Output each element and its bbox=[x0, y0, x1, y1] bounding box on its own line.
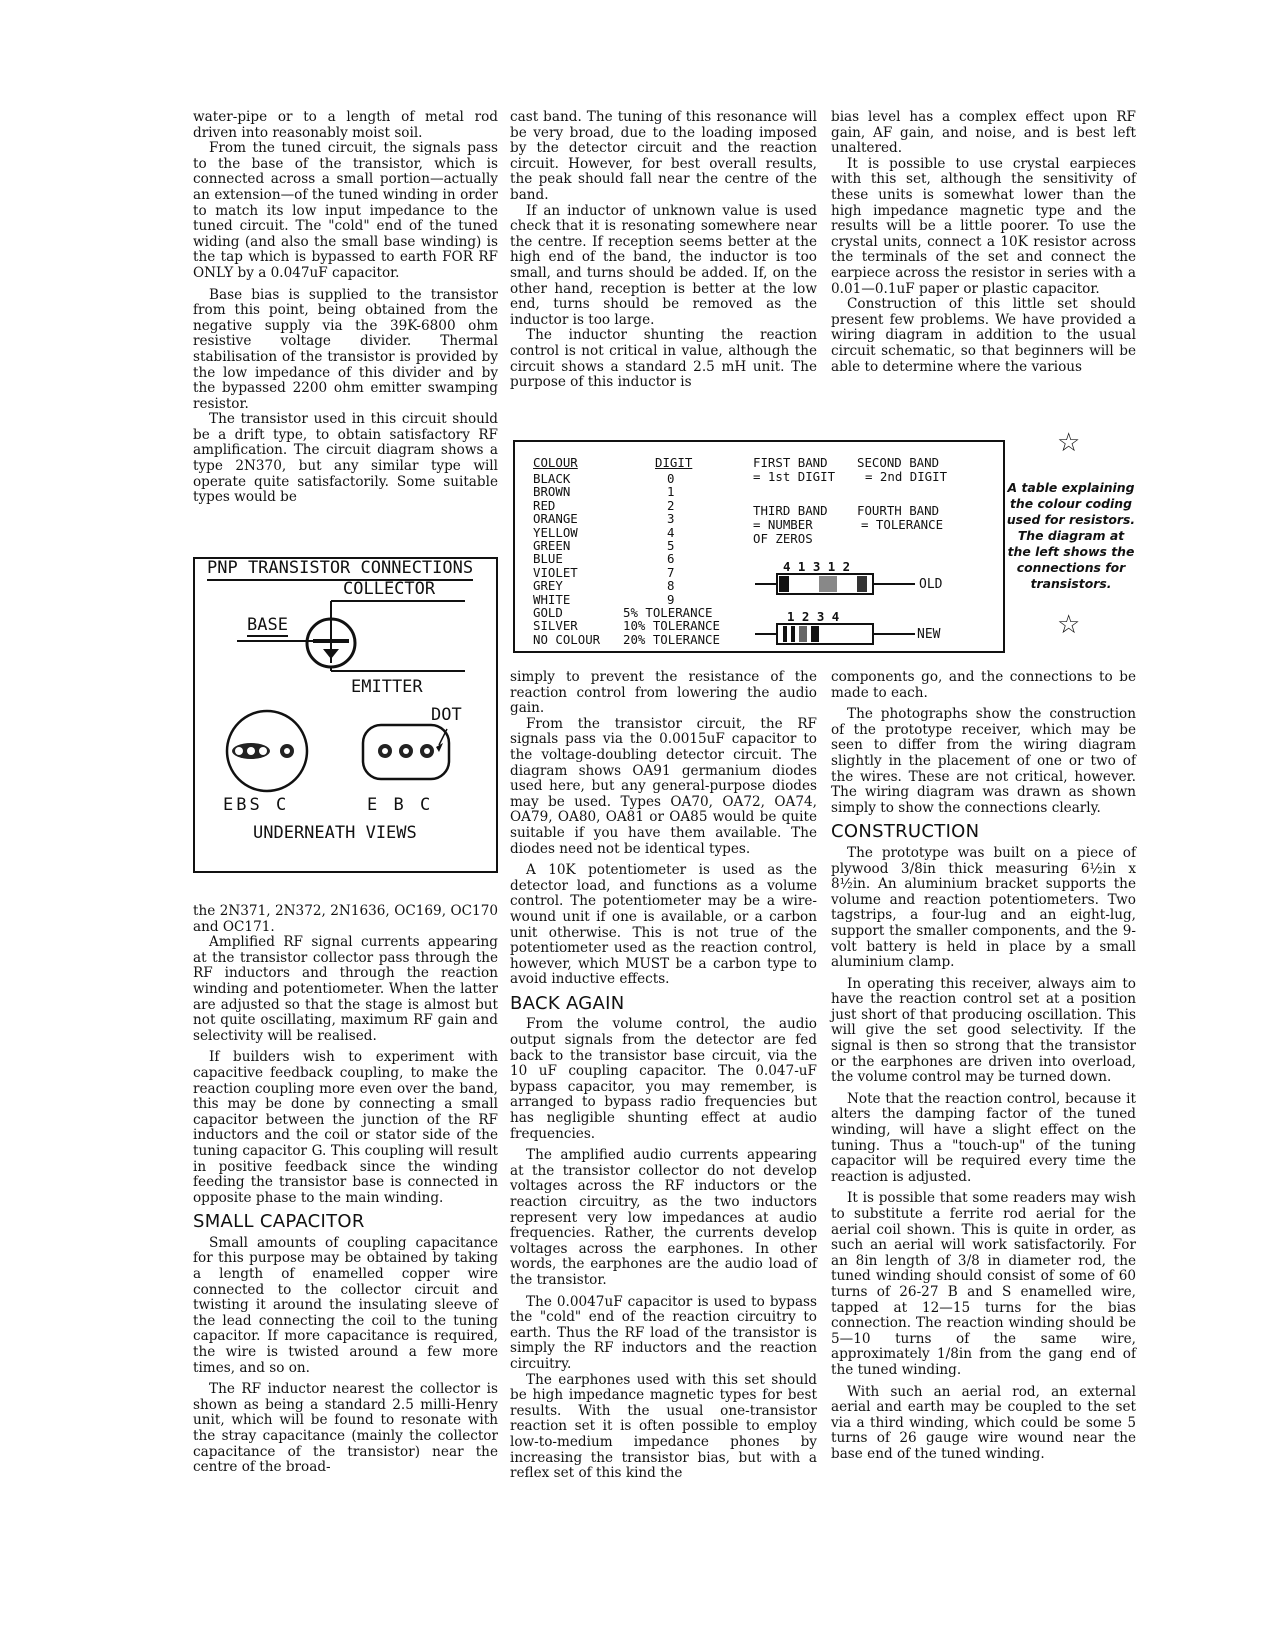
new-label: NEW bbox=[917, 627, 941, 642]
digit-value: 4 bbox=[667, 524, 675, 540]
paragraph: The 0.0047uF capacitor is used to bypass the "cold" end of the reaction circuitry to earth. Thus the RF load of the transistor is simply the RF inductors and the reaction circuitry. bbox=[510, 1293, 817, 1372]
resistor-colour-code-table bbox=[513, 440, 1005, 653]
paragraph: The inductor shunting the reaction control is not critical in value, although the circuit shows a standard 2.5 mH unit. The purpose of this inductor is bbox=[510, 327, 817, 391]
paragraph: Small amounts of coupling capacitance for this purpose may be obtained by taking a length of enamelled copper wire connected to the collector circuit and twisting it around the insulating sleeve of the lead connecting the coil to the tuning capacitor. If more capacitance is required, the wire is twisted around a few more times, and so on. bbox=[193, 1234, 498, 1376]
colour-name: RED bbox=[533, 497, 556, 513]
digit-value: 10% TOLERANCE bbox=[623, 618, 720, 634]
star-icon: ☆ bbox=[1057, 610, 1081, 640]
paragraph: If an inductor of unknown value is used check that it is resonating somewhere near the centre. If reception seems better at the high end of the band, the inductor is too small, and turns should be added. If, on the other hand, reception is better at the low end, turns should be removed as the inductor is too large. bbox=[510, 202, 817, 328]
figure-title: PNP TRANSISTOR CONNECTIONS bbox=[207, 557, 473, 581]
paragraph: the 2N371, 2N372, 2N1636, OC169, OC170 and OC171. bbox=[193, 903, 498, 935]
colour-name: BLACK bbox=[533, 471, 571, 486]
paragraph: It is possible that some readers may wish to substitute a ferrite rod aerial for the aerial coil shown. This is quite in order, as such an aerial will work satisfactorily. For an 8in length of 3/8 in diameter rod, the tuned winding should consist of some of 60 turns of 26-27 B and S enamelled wire, tapped at 12—15 turns for the bias connection. The reaction winding should be 5—10 turns of the same wire, approximately 1/8in from the gang end of the tuned winding. bbox=[831, 1190, 1136, 1378]
paragraph: Note that the reaction control, because it alters the damping factor of the tuned winding, will have a slight effect on the tuning. Thus a "touch-up" of the tuning capacitor will be required every time the reaction is adjusted. bbox=[831, 1090, 1136, 1185]
third-band-label: THIRD BAND bbox=[753, 503, 828, 518]
paragraph: From the tuned circuit, the signals pass to the base of the transistor, which is connected across a small portion—actually an extension—of the tuned winding in order to match its low input impedance to the tuned circuit. The "cold" end of the tuned widing (and also the small base winding) is the tap which is bypassed to earth FOR RF ONLY by a 0.047uF capacitor. bbox=[193, 140, 498, 281]
paragraph: In operating this receiver, always aim to have the reaction control set at a position just short of that producing oscillation. This will give the set good selectivity. If the signal is then so strong that the transistor or the earphones are driven into overload, the volume control may be turned down. bbox=[831, 975, 1136, 1086]
second-band-label: SECOND BAND bbox=[857, 455, 940, 470]
colour-name: ORANGE bbox=[533, 511, 578, 527]
column-3-bottom bbox=[831, 670, 1136, 1463]
paragraph: Amplified RF signal currents appearing at the transistor collector pass through the RF inductors and through the reaction winding and potentiometer. When the latter are adjusted so that the stage is almost but not quite oscillating, maximum RF gain and selectivity will be realised. bbox=[193, 934, 498, 1044]
paragraph: bias level has a complex effect upon RF gain, AF gain, and noise, and is best left unaltered. bbox=[831, 109, 1136, 157]
colour-name: NO COLOUR bbox=[533, 631, 601, 647]
digit-value: 0 bbox=[667, 471, 675, 486]
paragraph: The prototype was built on a piece of plywood 3/8in thick measuring 6½in x 8½in. An aluminium bracket supports the volume and reaction potentiometers. Two tagstrips, a four-lug and an eight-lug, support the smaller components, and the 9-volt battery is held in place by a small aluminium clamp. bbox=[831, 844, 1136, 971]
first-band-label: FIRST BAND bbox=[753, 455, 828, 470]
digit-value: 6 bbox=[667, 551, 675, 567]
left-pin-labels: EBS C bbox=[223, 795, 290, 815]
fourth-band-sub: = TOLERANCE bbox=[861, 517, 944, 532]
colour-name: BROWN bbox=[533, 484, 571, 500]
paragraph: simply to prevent the resistance of the reaction control from lowering the audio gain. bbox=[510, 669, 817, 717]
transistor-connections-figure bbox=[193, 557, 498, 873]
paragraph: Base bias is supplied to the transistor from this point, being obtained from the negative supply via the 39K-6800 ohm resistive voltage divider. Thermal stabilisation of the transistor is provided by the low impedance of this divider and by the bypassed 2200 ohm emitter swamping resistor. bbox=[193, 286, 498, 412]
colour-name: GREEN bbox=[533, 538, 571, 553]
star-icon: ☆ bbox=[1057, 428, 1081, 458]
colour-name: VIOLET bbox=[533, 564, 578, 580]
fourth-band-label: FOURTH BAND bbox=[857, 503, 940, 518]
digit-value: 2 bbox=[667, 497, 675, 513]
column-3-top bbox=[831, 110, 1136, 375]
section-heading: CONSTRUCTION bbox=[831, 821, 980, 843]
digit-value: 5 bbox=[667, 538, 675, 553]
column-2-top bbox=[510, 110, 817, 391]
digit-value: 5% TOLERANCE bbox=[623, 605, 713, 620]
digit-value: 20% TOLERANCE bbox=[623, 631, 720, 647]
paragraph: cast band. The tuning of this resonance will be very broad, due to the loading imposed by the detector circuit and the reaction circuit. However, for best overall results, the peak should fall near the centre of the band. bbox=[510, 109, 817, 203]
colour-name: WHITE bbox=[533, 591, 571, 607]
paragraph: The RF inductor nearest the collector is shown as being a standard 2.5 milli-Henry unit, which will be found to resonate with the stray capacitance (mainly the collector capacitance of the transistor) near the centre of the broad- bbox=[193, 1381, 498, 1476]
paragraph: The photographs show the construction of the prototype receiver, which may be seen to differ from the wiring diagram slightly in the placement of one or two of the wires. These are not critical, however. The wiring diagram was drawn as shown simply to show the connections clearly. bbox=[831, 706, 1136, 816]
paragraph: With such an aerial rod, an external aerial and earth may be coupled to the set via a third winding, which could be some 5 turns of 26 gauge wire wound near the base end of the tuned winding. bbox=[831, 1383, 1136, 1462]
colour-name: YELLOW bbox=[533, 524, 578, 540]
paragraph: From the volume control, the audio output signals from the detector are fed back to the transistor base circuit, via the 10 uF coupling capacitor. The 0.047-uF bypass capacitor, you may remember, is arranged to bypass radio frequencies but has negligible shunting effect at audio frequencies. bbox=[510, 1016, 817, 1142]
digit-value: 1 bbox=[667, 484, 675, 500]
dot-label: DOT bbox=[431, 705, 462, 725]
column-2-bottom bbox=[510, 670, 817, 1482]
digit-value: 8 bbox=[667, 578, 675, 594]
digit-value: 7 bbox=[667, 564, 675, 580]
colour-header: COLOUR bbox=[533, 455, 578, 470]
column-1-top bbox=[193, 110, 498, 506]
base-label: BASE bbox=[247, 615, 288, 635]
section-heading: SMALL CAPACITOR bbox=[193, 1211, 365, 1233]
old-label: OLD bbox=[919, 577, 943, 592]
third-band-sub-1: = NUMBER bbox=[753, 517, 813, 532]
paragraph: The earphones used with this set should be high impedance magnetic types for best results. With the usual one-transistor reaction set it is often possible to employ low-to-medium impedance phones by increasing the transistor bias, but with a reflex set of this kind the bbox=[510, 1371, 817, 1482]
colour-name: SILVER bbox=[533, 618, 578, 634]
paragraph: The amplified audio currents appearing at the transistor collector do not develop voltages across the RF inductors or the reaction circuitry, as the two inductors represent very low impedances at audio frequencies. Rather, the currents develop voltages across the earphones. In other words, the earphones are the audio load of the transistor. bbox=[510, 1147, 817, 1288]
figure-footer: UNDERNEATH VIEWS bbox=[253, 823, 417, 843]
paragraph: Construction of this little set should present few problems. We have provided a wiring diagram in addition to the usual circuit schematic, so that beginners will be able to determine where the various bbox=[831, 296, 1136, 375]
column-1-bottom bbox=[193, 904, 498, 1476]
third-band-sub-2: OF ZEROS bbox=[753, 531, 813, 546]
paragraph: If builders wish to experiment with capacitive feedback coupling, to make the reaction coupling more even over the band, this may be done by connecting a small capacitor between the junction of the RF inductors and the coil or stator side of the tuning capacitor G. This coupling will result in positive feedback since the winding feeding the transistor base is connected in opposite phase to the main winding. bbox=[193, 1049, 498, 1206]
colour-name: GOLD bbox=[533, 605, 563, 620]
resistor-drawings-svg bbox=[515, 442, 1003, 651]
old-band-numbers: 4 1 3 1 2 bbox=[783, 559, 851, 574]
right-pin-labels: E B C bbox=[367, 795, 434, 815]
colour-name: BLUE bbox=[533, 551, 563, 567]
collector-label: COLLECTOR bbox=[343, 579, 436, 599]
first-band-sub: = 1st DIGIT bbox=[753, 469, 836, 484]
paragraph: water-pipe or to a length of metal rod driven into reasonably moist soil. bbox=[193, 109, 498, 141]
colour-name: GREY bbox=[533, 578, 563, 594]
figure-caption: A table explaining the colour coding used for resistors. The diagram at the left shows the connections for transistors. bbox=[1006, 480, 1136, 591]
paragraph: It is possible to use crystal earpieces with this set, although the sensitivity of these units is somewhat lower than the high impedance magnetic type and the results will be a little poorer. To use the crystal units, connect a 10K resistor across the terminals of the set and connect the earpiece across the resistor in series with a 0.01—0.1uF paper or plastic capacitor. bbox=[831, 155, 1136, 297]
paragraph: From the transistor circuit, the RF signals pass via the 0.0015uF capacitor to the voltage-doubling detector circuit. The diagram shows OA91 germanium diodes used here, but any general-purpose diodes may be used. Types OA70, OA72, OA74, OA79, OA80, OA81 or OA85 would be quite suitable if you have them available. The diodes need not be identical types. bbox=[510, 715, 817, 857]
section-heading: BACK AGAIN bbox=[510, 992, 625, 1014]
digit-header: DIGIT bbox=[655, 455, 693, 470]
digit-value: 9 bbox=[667, 591, 675, 607]
new-band-numbers: 1 2 3 4 bbox=[787, 609, 840, 624]
second-band-sub: = 2nd DIGIT bbox=[865, 469, 948, 484]
paragraph: The transistor used in this circuit should be a drift type, to obtain satisfactory RF amplification. The circuit diagram shows a type 2N370, but any similar type will operate quite satisfactorily. Some suitable types would be bbox=[193, 411, 498, 506]
paragraph: A 10K potentiometer is used as the detector load, and functions as a volume control. The potentiometer may be a wire-wound unit if one is available, or a carbon unit otherwise. This is not true of the potentiometer used as the reaction control, however, which MUST be a carbon type to avoid inductive effects. bbox=[510, 862, 817, 988]
emitter-label: EMITTER bbox=[351, 677, 423, 697]
paragraph: components go, and the connections to be made to each. bbox=[831, 669, 1136, 701]
digit-value: 3 bbox=[667, 511, 675, 527]
